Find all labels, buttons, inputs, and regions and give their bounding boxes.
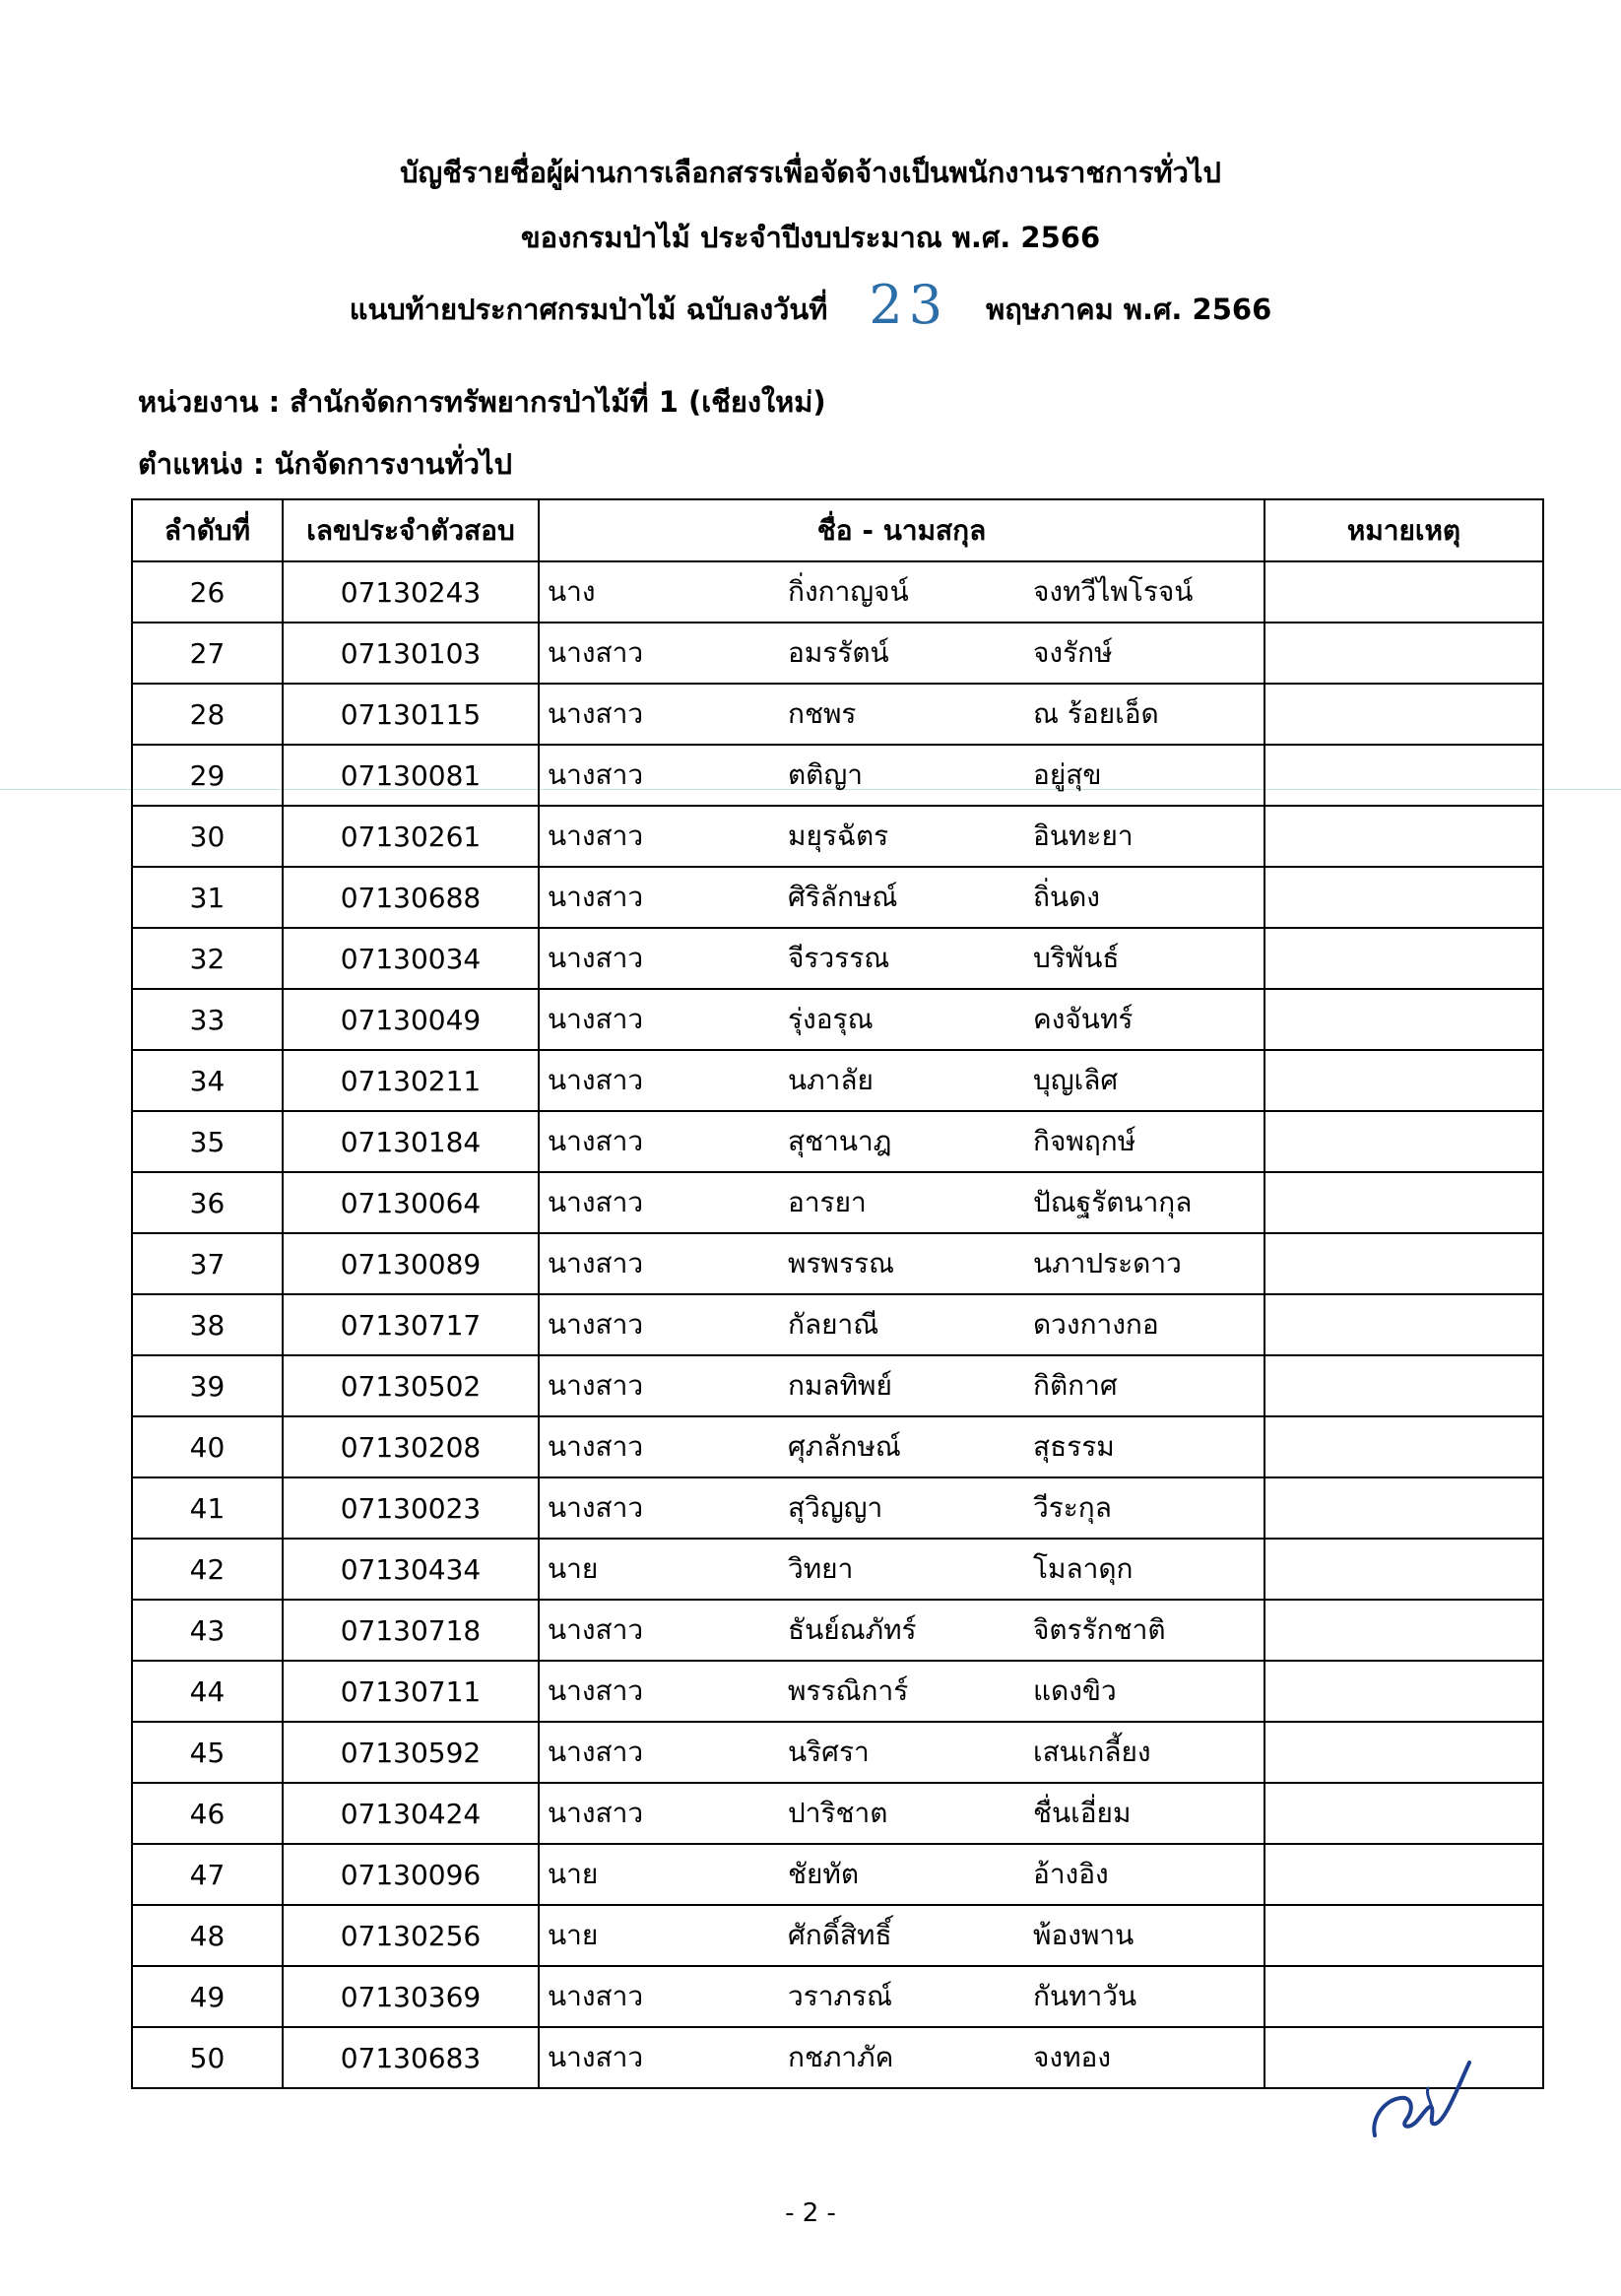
- row-order: 37: [132, 1233, 283, 1294]
- row-order: 32: [132, 928, 283, 989]
- table-row: [132, 1416, 1543, 1477]
- row-exam-id: 07130688: [283, 867, 539, 928]
- row-note: [1264, 806, 1543, 867]
- row-first-name: กชพร: [788, 697, 857, 730]
- row-exam-id: 07130434: [283, 1539, 539, 1600]
- row-full-name: [539, 989, 1264, 1050]
- row-first-name: สุชานาฎ: [788, 1125, 892, 1157]
- row-name-title: นาย: [548, 1858, 599, 1890]
- row-order: 34: [132, 1050, 283, 1111]
- row-full-name: [539, 1050, 1264, 1111]
- date-day-stamp: 23: [869, 274, 949, 336]
- row-order: 38: [132, 1294, 283, 1355]
- row-full-name: [539, 1477, 1264, 1539]
- row-note: [1264, 1172, 1543, 1233]
- row-order: 42: [132, 1539, 283, 1600]
- row-full-name: [539, 806, 1264, 867]
- doc-title-line3: [0, 274, 1621, 340]
- row-name-title: นางสาว: [548, 1308, 644, 1341]
- table-row: [132, 684, 1543, 745]
- row-last-name: ดวงกางกอ: [1033, 1308, 1159, 1341]
- row-note: [1264, 928, 1543, 989]
- row-full-name: [539, 1783, 1264, 1844]
- row-note: [1264, 1905, 1543, 1966]
- row-last-name: ชื่นเอี่ยม: [1033, 1797, 1132, 1829]
- row-first-name: อารยา: [788, 1186, 867, 1218]
- table-row: [132, 1294, 1543, 1355]
- row-name-title: นางสาว: [548, 1064, 644, 1096]
- row-first-name: กมลทิพย์: [788, 1369, 892, 1402]
- title-line3-prefix: แนบท้ายประกาศกรมป่าไม้ ฉบับลงวันที่: [349, 292, 828, 326]
- table-row: [132, 928, 1543, 989]
- row-exam-id: 07130711: [283, 1661, 539, 1722]
- row-full-name: [539, 1294, 1264, 1355]
- row-last-name: ณ ร้อยเอ็ด: [1033, 697, 1159, 730]
- row-last-name: นภาประดาว: [1033, 1247, 1182, 1279]
- row-exam-id: 07130502: [283, 1355, 539, 1416]
- row-last-name: บริพันธ์: [1033, 942, 1120, 974]
- row-note: [1264, 1783, 1543, 1844]
- row-note: [1264, 1844, 1543, 1905]
- row-exam-id: 07130211: [283, 1050, 539, 1111]
- row-first-name: นริศรา: [788, 1736, 870, 1768]
- row-last-name: สุธรรม: [1033, 1430, 1115, 1463]
- row-first-name: ธันย์ณภัทร์: [788, 1613, 917, 1646]
- row-full-name: [539, 561, 1264, 623]
- row-full-name: [539, 1966, 1264, 2027]
- row-name-title: นางสาว: [548, 2041, 644, 2073]
- row-first-name: ศักดิ์สิทธิ์: [788, 1919, 892, 1951]
- table-row: [132, 1722, 1543, 1783]
- row-name-title: นาย: [548, 1552, 599, 1585]
- row-name-title: นางสาว: [548, 1125, 644, 1157]
- row-exam-id: 07130184: [283, 1111, 539, 1172]
- row-order: 44: [132, 1661, 283, 1722]
- row-exam-id: 07130243: [283, 561, 539, 623]
- header-note: หมายเหตุ: [1264, 499, 1543, 561]
- row-note: [1264, 1233, 1543, 1294]
- row-note: [1264, 867, 1543, 928]
- row-exam-id: 07130683: [283, 2027, 539, 2088]
- row-exam-id: 07130717: [283, 1294, 539, 1355]
- row-exam-id: 07130592: [283, 1722, 539, 1783]
- row-order: 28: [132, 684, 283, 745]
- row-first-name: จีรวรรณ: [788, 942, 890, 974]
- table-row: [132, 1844, 1543, 1905]
- row-order: 31: [132, 867, 283, 928]
- row-first-name: กิ่งกาญจน์: [788, 575, 909, 608]
- row-last-name: อยู่สุข: [1033, 758, 1102, 791]
- table-row: [132, 1539, 1543, 1600]
- row-first-name: สุวิญญา: [788, 1491, 883, 1524]
- row-last-name: แดงขิว: [1033, 1674, 1117, 1707]
- row-name-title: นาง: [548, 575, 596, 608]
- row-name-title: นางสาว: [548, 1491, 644, 1524]
- row-name-title: นางสาว: [548, 1736, 644, 1768]
- row-first-name: ศิริลักษณ์: [788, 881, 898, 913]
- row-note: [1264, 1722, 1543, 1783]
- row-first-name: นภาลัย: [788, 1064, 874, 1096]
- row-last-name: จงทอง: [1033, 2041, 1112, 2073]
- table-row: [132, 623, 1543, 684]
- row-exam-id: 07130049: [283, 989, 539, 1050]
- row-order: 49: [132, 1966, 283, 2027]
- title-line3-suffix: พฤษภาคม พ.ศ. 2566: [986, 292, 1272, 326]
- table-row: [132, 806, 1543, 867]
- row-last-name: อินทะยา: [1033, 820, 1134, 852]
- row-full-name: [539, 1416, 1264, 1477]
- row-order: 46: [132, 1783, 283, 1844]
- table-row: [132, 1966, 1543, 2027]
- row-last-name: จิตรรักชาติ: [1033, 1613, 1166, 1646]
- position-label: ตำแหน่ง : นักจัดการงานทั่วไป: [138, 447, 512, 481]
- row-exam-id: 07130089: [283, 1233, 539, 1294]
- row-name-title: นาย: [548, 1919, 599, 1951]
- doc-title-line2: ของกรมป่าไม้ ประจำปีงบประมาณ พ.ศ. 2566: [520, 221, 1101, 254]
- row-note: [1264, 745, 1543, 806]
- row-order: 36: [132, 1172, 283, 1233]
- row-order: 33: [132, 989, 283, 1050]
- row-exam-id: 07130096: [283, 1844, 539, 1905]
- row-last-name: จงรักษ์: [1033, 636, 1113, 669]
- row-exam-id: 07130064: [283, 1172, 539, 1233]
- row-name-title: นางสาว: [548, 636, 644, 669]
- table-header-row: [132, 499, 1543, 561]
- row-note: [1264, 1111, 1543, 1172]
- row-first-name: วราภรณ์: [788, 1980, 892, 2012]
- row-order: 41: [132, 1477, 283, 1539]
- table-row: [132, 561, 1543, 623]
- row-last-name: กิจพฤกษ์: [1033, 1125, 1136, 1157]
- row-note: [1264, 561, 1543, 623]
- row-first-name: ศุภลักษณ์: [788, 1430, 901, 1463]
- table-row: [132, 1783, 1543, 1844]
- row-full-name: [539, 623, 1264, 684]
- row-name-title: นางสาว: [548, 942, 644, 974]
- row-last-name: จงทวีไพโรจน์: [1033, 575, 1194, 608]
- table-row: [132, 2027, 1543, 2088]
- row-name-title: นางสาว: [548, 881, 644, 913]
- row-name-title: นางสาว: [548, 1797, 644, 1829]
- row-last-name: ถิ่นดง: [1033, 881, 1100, 913]
- row-order: 45: [132, 1722, 283, 1783]
- table-row: [132, 1233, 1543, 1294]
- row-last-name: กิติกาศ: [1033, 1369, 1118, 1402]
- row-name-title: นางสาว: [548, 1430, 644, 1463]
- row-note: [1264, 1355, 1543, 1416]
- row-full-name: [539, 1539, 1264, 1600]
- row-full-name: [539, 1172, 1264, 1233]
- row-note: [1264, 989, 1543, 1050]
- row-full-name: [539, 1355, 1264, 1416]
- candidate-table: [131, 498, 1544, 2089]
- row-name-title: นางสาว: [548, 697, 644, 730]
- row-first-name: วิทยา: [788, 1552, 854, 1585]
- row-note: [1264, 1416, 1543, 1477]
- row-note: [1264, 1966, 1543, 2027]
- row-last-name: เสนเกลี้ยง: [1033, 1736, 1151, 1768]
- row-full-name: [539, 1844, 1264, 1905]
- table-row: [132, 1600, 1543, 1661]
- row-exam-id: 07130256: [283, 1905, 539, 1966]
- table-row: [132, 1172, 1543, 1233]
- table-row: [132, 1477, 1543, 1539]
- row-first-name: อมรรัตน์: [788, 636, 889, 669]
- row-order: 27: [132, 623, 283, 684]
- row-note: [1264, 1050, 1543, 1111]
- row-last-name: คงจันทร์: [1033, 1003, 1134, 1035]
- row-last-name: กันทาวัน: [1033, 1980, 1137, 2012]
- row-name-title: นางสาว: [548, 1247, 644, 1279]
- row-full-name: [539, 1905, 1264, 1966]
- row-note: [1264, 684, 1543, 745]
- doc-title-line1: บัญชีรายชื่อผู้ผ่านการเลือกสรรเพื่อจัดจ้างเป็นพนักงานราชการทั่วไป: [400, 156, 1221, 189]
- row-order: 39: [132, 1355, 283, 1416]
- table-row: [132, 1661, 1543, 1722]
- row-name-title: นางสาว: [548, 1613, 644, 1646]
- row-name-title: นางสาว: [548, 1674, 644, 1707]
- header-order: ลำดับที่: [132, 499, 283, 561]
- header-name: ชื่อ - นามสกุล: [539, 499, 1264, 561]
- row-order: 29: [132, 745, 283, 806]
- row-name-title: นางสาว: [548, 1369, 644, 1402]
- row-last-name: ปัณฐรัตนากุล: [1033, 1186, 1193, 1218]
- row-full-name: [539, 684, 1264, 745]
- row-exam-id: 07130208: [283, 1416, 539, 1477]
- row-full-name: [539, 1661, 1264, 1722]
- row-order: 50: [132, 2027, 283, 2088]
- row-exam-id: 07130115: [283, 684, 539, 745]
- row-first-name: รุ่งอรุณ: [788, 1003, 874, 1035]
- unit-label: หน่วยงาน : สำนักจัดการทรัพยากรป่าไม้ที่ 1 (เชียงใหม่): [138, 385, 826, 419]
- row-exam-id: 07130261: [283, 806, 539, 867]
- row-exam-id: 07130081: [283, 745, 539, 806]
- row-name-title: นางสาว: [548, 1980, 644, 2012]
- table-row: [132, 1905, 1543, 1966]
- row-full-name: [539, 1722, 1264, 1783]
- row-full-name: [539, 1233, 1264, 1294]
- row-exam-id: 07130023: [283, 1477, 539, 1539]
- row-note: [1264, 623, 1543, 684]
- row-full-name: [539, 867, 1264, 928]
- row-order: 35: [132, 1111, 283, 1172]
- row-last-name: พ้องพาน: [1033, 1919, 1135, 1951]
- row-order: 43: [132, 1600, 283, 1661]
- header-exam-id: เลขประจำตัวสอบ: [283, 499, 539, 561]
- row-full-name: [539, 928, 1264, 989]
- signature-icon: [1367, 2049, 1485, 2147]
- row-note: [1264, 1661, 1543, 1722]
- row-first-name: ตติญา: [788, 758, 863, 791]
- row-last-name: อ้างอิง: [1033, 1858, 1109, 1890]
- row-note: [1264, 1600, 1543, 1661]
- table-row: [132, 1355, 1543, 1416]
- row-last-name: วีระกุล: [1033, 1491, 1112, 1524]
- row-exam-id: 07130424: [283, 1783, 539, 1844]
- table-row: [132, 1111, 1543, 1172]
- row-name-title: นางสาว: [548, 1003, 644, 1035]
- table-row: [132, 745, 1543, 806]
- row-first-name: ชัยทัต: [788, 1858, 860, 1890]
- row-name-title: นางสาว: [548, 758, 644, 791]
- row-last-name: บุญเลิศ: [1033, 1064, 1119, 1096]
- row-full-name: [539, 1600, 1264, 1661]
- table-row: [132, 867, 1543, 928]
- row-note: [1264, 1477, 1543, 1539]
- row-name-title: นางสาว: [548, 1186, 644, 1218]
- row-full-name: [539, 1111, 1264, 1172]
- row-exam-id: 07130369: [283, 1966, 539, 2027]
- row-order: 26: [132, 561, 283, 623]
- row-first-name: พรพรรณ: [788, 1247, 895, 1279]
- row-last-name: โมลาดุก: [1033, 1552, 1134, 1585]
- row-name-title: นางสาว: [548, 820, 644, 852]
- row-first-name: พรรณิการ์: [788, 1674, 909, 1707]
- row-full-name: [539, 2027, 1264, 2088]
- table-row: [132, 989, 1543, 1050]
- row-order: 47: [132, 1844, 283, 1905]
- row-order: 40: [132, 1416, 283, 1477]
- row-note: [1264, 1294, 1543, 1355]
- row-note: [1264, 1539, 1543, 1600]
- row-full-name: [539, 745, 1264, 806]
- row-exam-id: 07130034: [283, 928, 539, 989]
- table-row: [132, 1050, 1543, 1111]
- row-first-name: กัลยาณี: [788, 1308, 879, 1341]
- row-exam-id: 07130103: [283, 623, 539, 684]
- row-first-name: มยุรฉัตร: [788, 820, 889, 852]
- row-first-name: กชภาภัค: [788, 2041, 894, 2073]
- row-order: 48: [132, 1905, 283, 1966]
- page-number: - 2 -: [785, 2198, 836, 2228]
- row-exam-id: 07130718: [283, 1600, 539, 1661]
- row-first-name: ปาริชาต: [788, 1797, 888, 1829]
- row-order: 30: [132, 806, 283, 867]
